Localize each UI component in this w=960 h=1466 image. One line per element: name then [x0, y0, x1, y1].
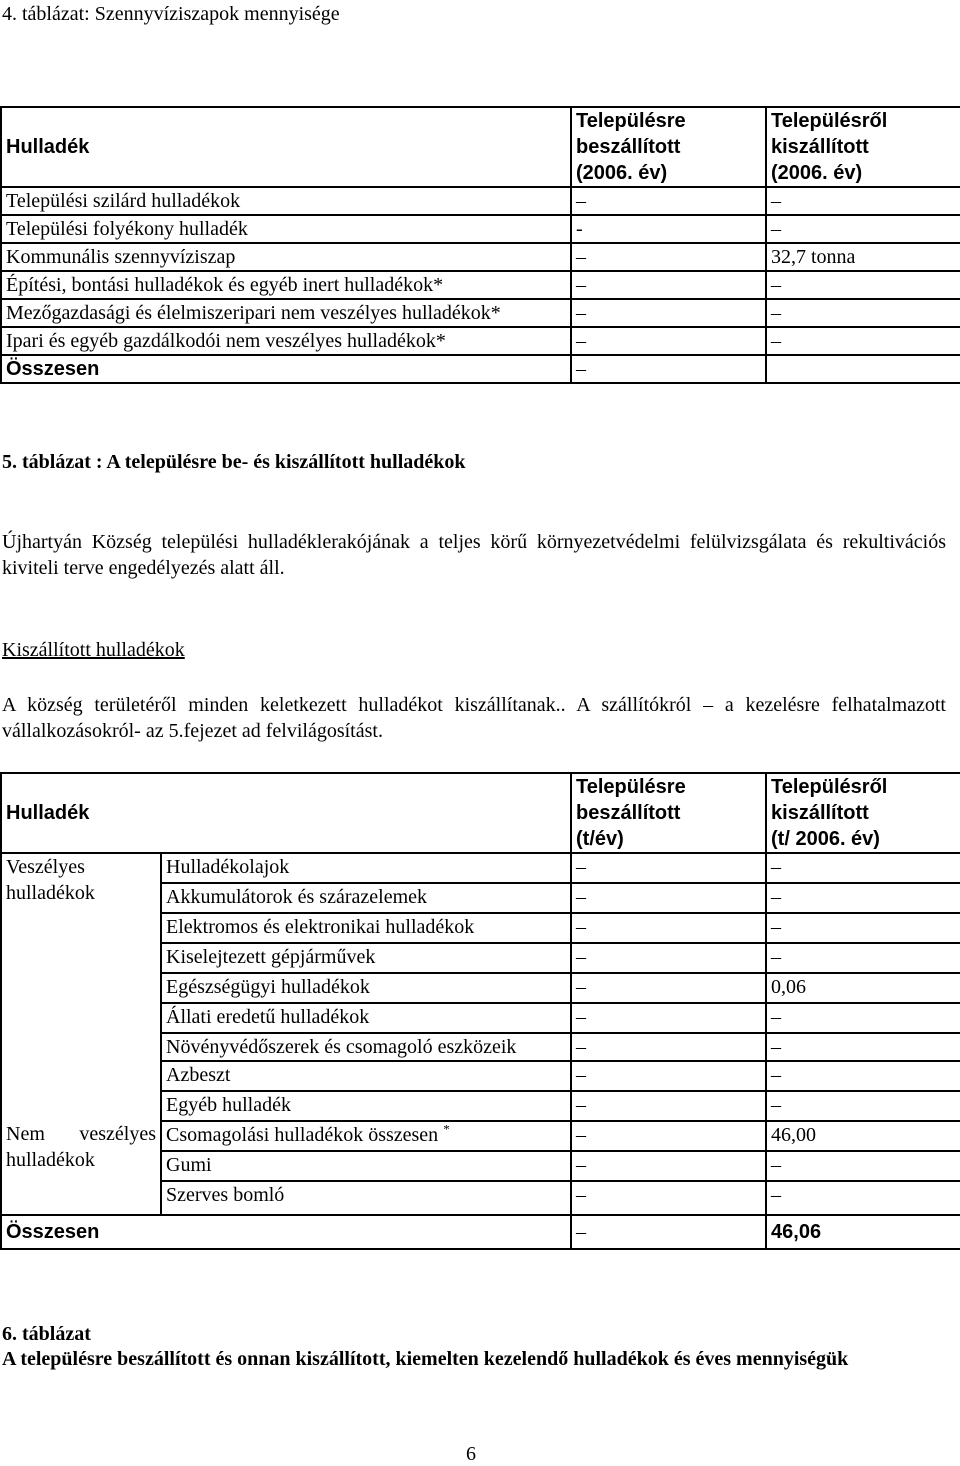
table5-header-in: Településre beszállított (t/év) — [571, 773, 766, 853]
row-label: Ipari és egyéb gazdálkodói nem veszélyes hulladékok* — [1, 327, 571, 355]
table-row — [1, 271, 960, 299]
row-out: – — [766, 913, 960, 943]
table-row — [1, 853, 960, 883]
table4-title: 4. táblázat: Szennyvíziszapok mennyisége — [2, 3, 340, 25]
table5 — [0, 772, 960, 1250]
row-out: – — [766, 1061, 960, 1091]
table4-total-row — [1, 355, 960, 383]
row-out: – — [766, 1151, 960, 1181]
row-label: Egyéb hulladék — [161, 1091, 571, 1121]
total-label: Összesen — [1, 355, 571, 383]
row-in: – — [571, 913, 766, 943]
total-in: – — [571, 1215, 766, 1249]
paragraph-transport: A község területéről minden keletkezett hulladékot kiszállítanak.. A szállítókról – a kezelésre felhatalmazott vállalkozásokról- az 5.fejezet ad felvilágosítást. — [2, 694, 946, 742]
row-label: Csomagolási hulladékok összesen * — [161, 1121, 571, 1151]
row-label: Elektromos és elektronikai hulladékok — [161, 913, 571, 943]
row-in: - — [571, 215, 766, 243]
row-in: – — [571, 943, 766, 973]
row-out: – — [766, 1003, 960, 1033]
total-out — [766, 355, 960, 383]
row-label: Szerves bomló — [161, 1181, 571, 1215]
row-in: – — [571, 1091, 766, 1121]
row-label: Egészségügyi hulladékok — [161, 973, 571, 1003]
total-label: Összesen — [1, 1215, 571, 1249]
row-label: Hulladékolajok — [161, 853, 571, 883]
table-row — [1, 215, 960, 243]
total-out: 46,06 — [766, 1215, 960, 1249]
table4-header-row — [1, 107, 960, 187]
row-in: – — [571, 271, 766, 299]
row-label: Mezőgazdasági és élelmiszeripari nem veszélyes hulladékok* — [1, 299, 571, 327]
table-row — [1, 1121, 960, 1151]
group-non-hazardous: Nem veszélyes hulladékok — [1, 1121, 161, 1215]
row-label: Állati eredetű hulladékok — [161, 1003, 571, 1033]
table4 — [0, 106, 960, 384]
row-label: Akkumulátorok és szárazelemek — [161, 883, 571, 913]
row-out: – — [766, 943, 960, 973]
table-row — [1, 187, 960, 215]
row-out: – — [766, 1181, 960, 1215]
table6-title: 6. táblázat — [2, 1323, 91, 1345]
row-out: – — [766, 327, 960, 355]
row-label: Települési folyékony hulladék — [1, 215, 571, 243]
paragraph-landfill: Újhartyán Község települési hulladéklerakójának a teljes körű környezetvédelmi felülvizsgálata és rekultivációs kiviteli terve engedélyezés alatt áll. — [2, 531, 946, 579]
row-in: – — [571, 1151, 766, 1181]
row-in: – — [571, 243, 766, 271]
row-in: – — [571, 853, 766, 883]
row-in: – — [571, 327, 766, 355]
row-label: Növényvédőszerek és csomagoló eszközeik — [161, 1033, 571, 1061]
row-out: – — [766, 853, 960, 883]
table5-header-out: Településről kiszállított (t/ 2006. év) — [766, 773, 960, 853]
row-out: 46,00 — [766, 1121, 960, 1151]
table5-title: 5. táblázat : A településre be- és kiszállított hulladékok — [2, 451, 466, 473]
table-row — [1, 299, 960, 327]
table5-total-row — [1, 1215, 960, 1249]
row-out: – — [766, 1091, 960, 1121]
row-out: – — [766, 215, 960, 243]
table6-subtitle: A településre beszállított és onnan kiszállított, kiemelten kezelendő hulladékok és éves mennyiségük — [2, 1348, 849, 1370]
table5-header-waste: Hulladék — [1, 773, 571, 853]
row-label: Gumi — [161, 1151, 571, 1181]
row-in: – — [571, 1181, 766, 1215]
table5-header-row — [1, 773, 960, 853]
row-in: – — [571, 299, 766, 327]
row-in: – — [571, 1121, 766, 1151]
footnote-mark: * — [443, 1121, 450, 1137]
row-in: – — [571, 1033, 766, 1061]
table-row — [1, 243, 960, 271]
row-in: – — [571, 187, 766, 215]
row-in: – — [571, 1061, 766, 1091]
row-in: – — [571, 1003, 766, 1033]
group-hazardous: Veszélyes hulladékok — [1, 853, 161, 1121]
row-in: – — [571, 883, 766, 913]
section-title: Kiszállított hulladékok — [2, 639, 185, 661]
row-label: Települési szilárd hulladékok — [1, 187, 571, 215]
table4-header-in: Településre beszállított (2006. év) — [571, 107, 766, 187]
row-out: 0,06 — [766, 973, 960, 1003]
total-in: – — [571, 355, 766, 383]
row-in: – — [571, 973, 766, 1003]
row-out: – — [766, 299, 960, 327]
table4-header-waste: Hulladék — [1, 107, 571, 187]
page-number: 6 — [466, 1443, 476, 1465]
row-out: 32,7 tonna — [766, 243, 960, 271]
row-label: Kommunális szennyvíziszap — [1, 243, 571, 271]
row-out: – — [766, 187, 960, 215]
row-label: Kiselejtezett gépjárművek — [161, 943, 571, 973]
row-out: – — [766, 271, 960, 299]
table4-header-out: Településről kiszállított (2006. év) — [766, 107, 960, 187]
row-label: Építési, bontási hulladékok és egyéb inert hulladékok* — [1, 271, 571, 299]
row-out: – — [766, 1033, 960, 1061]
row-out: – — [766, 883, 960, 913]
table-row — [1, 327, 960, 355]
row-label: Azbeszt — [161, 1061, 571, 1091]
